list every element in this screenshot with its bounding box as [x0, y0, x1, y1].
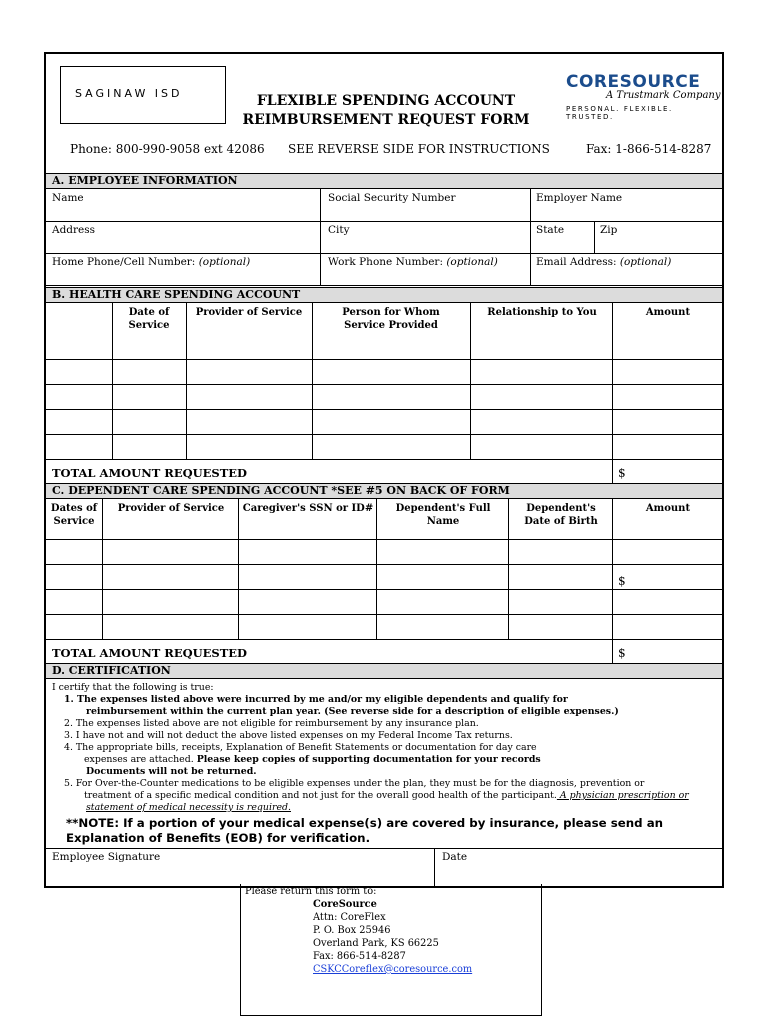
- home-phone-optional: (optional): [198, 256, 251, 268]
- cert-item-5c: statement of medical necessity is required.: [86, 802, 291, 813]
- company-tagline: PERSONAL. FLEXIBLE. TRUSTED.: [566, 105, 673, 121]
- col-dependent-dob: Dependent's Date of Birth: [524, 503, 598, 527]
- name-field[interactable]: Name: [52, 192, 84, 204]
- email-optional: (optional): [619, 256, 672, 268]
- employer-logo-text: SAGINAW ISD: [75, 87, 183, 100]
- email-field[interactable]: [536, 256, 671, 268]
- zip-field[interactable]: Zip: [600, 224, 618, 236]
- section-a-header: A. EMPLOYEE INFORMATION: [46, 173, 722, 189]
- company-logo: CORESOURCE: [566, 72, 701, 92]
- care-total-label: TOTAL AMOUNT REQUESTED: [52, 646, 248, 660]
- home-phone-field[interactable]: [52, 256, 250, 268]
- work-phone-label: Work Phone Number:: [328, 256, 447, 268]
- cert-item-4a: 4. The appropriate bills, receipts, Explanation of Benefit Statements or documentation for day care: [64, 742, 537, 753]
- col-person: Person for Whom Service Provided: [342, 307, 440, 331]
- fax-number: Fax: 1-866-514-8287: [586, 142, 712, 156]
- insurance-note-line1: **NOTE: If a portion of your medical expense(s) are covered by insurance, please send an: [66, 816, 664, 830]
- return-address-box: [240, 884, 542, 1016]
- col-dates-of-service: Dates of Service: [50, 503, 98, 527]
- col-care-amount: Amount: [645, 503, 691, 514]
- form-title-line1: FLEXIBLE SPENDING ACCOUNT: [256, 93, 516, 109]
- cert-item-3: 3. I have not and will not deduct the above listed expenses on my Federal Income Tax returns.: [64, 730, 513, 741]
- cert-item-4b-bold: Please keep copies of supporting documentation for your records: [196, 754, 541, 765]
- col-relationship: Relationship to You: [487, 307, 597, 318]
- care-total-amount[interactable]: $: [618, 646, 626, 660]
- form-title: [236, 92, 536, 130]
- company-subtitle: A Trustmark Company: [606, 90, 721, 101]
- col-provider: Provider of Service: [195, 307, 303, 318]
- cert-item-2: 2. The expenses listed above are not eligible for reimbursement by any insurance plan.: [64, 718, 479, 729]
- return-po-box: P. O. Box 25946: [313, 925, 391, 936]
- col-care-provider: Provider of Service: [117, 503, 225, 514]
- employee-signature-field[interactable]: Employee Signature: [52, 851, 161, 863]
- ssn-field[interactable]: Social Security Number: [328, 192, 456, 204]
- phone-number: Phone: 800-990-9058 ext 42086: [70, 142, 265, 156]
- return-city: Overland Park, KS 66225: [313, 938, 439, 949]
- work-phone-field[interactable]: [328, 256, 498, 268]
- work-phone-optional: (optional): [446, 256, 498, 268]
- health-total-amount[interactable]: $: [618, 466, 626, 480]
- insurance-note-line2: Explanation of Benefits (EOB) for verification.: [66, 831, 371, 845]
- cert-intro: I certify that the following is true:: [52, 682, 214, 693]
- col-date-of-service: Date of Service: [128, 307, 170, 331]
- home-phone-label: Home Phone/Cell Number:: [52, 256, 199, 268]
- form-title-line2: REIMBURSEMENT REQUEST FORM: [242, 112, 530, 128]
- health-total-label: TOTAL AMOUNT REQUESTED: [52, 466, 248, 480]
- signature-date-field[interactable]: Date: [442, 851, 468, 863]
- section-c-header: C. DEPENDENT CARE SPENDING ACCOUNT *SEE #5 ON BACK OF FORM: [46, 483, 722, 499]
- employer-logo: [60, 66, 226, 124]
- return-attn: Attn: CoreFlex: [313, 912, 386, 923]
- employer-name-field[interactable]: Employer Name: [536, 192, 623, 204]
- cert-item-4b-text: expenses are attached.: [84, 754, 197, 765]
- cert-item-4c: Documents will not be returned.: [86, 766, 257, 777]
- address-field[interactable]: Address: [52, 224, 96, 236]
- col-caregiver-ssn: Caregiver's SSN or ID#: [242, 503, 374, 514]
- cert-item-5b: [84, 790, 689, 802]
- return-fax: Fax: 866-514-8287: [313, 951, 406, 962]
- return-email-link[interactable]: CSKCCoreflex@coresource.com: [313, 964, 473, 975]
- return-intro: Please return this form to:: [245, 886, 377, 897]
- email-label: Email Address:: [536, 256, 620, 268]
- cert-item-1a: 1. The expenses listed above were incurred by me and/or my eligible dependents and qualify for: [64, 694, 568, 705]
- state-field[interactable]: State: [536, 224, 565, 236]
- care-row-amount[interactable]: $: [618, 574, 626, 588]
- col-amount: Amount: [645, 307, 691, 318]
- cert-item-1b: reimbursement within the current plan year. (See reverse side for a description of eligible expenses.): [86, 706, 619, 717]
- cert-item-5a: 5. For Over-the-Counter medications to be eligible expenses under the plan, they must be for the diagnosis, prevention or: [64, 778, 645, 789]
- city-field[interactable]: City: [328, 224, 350, 236]
- cert-item-5b-text: treatment of a specific medical condition and not just for the overall good health of the participant.: [84, 790, 557, 801]
- cert-item-5b-emphasis: A physician prescription or: [556, 790, 689, 801]
- col-dependent-name: Dependent's Full Name: [395, 503, 491, 527]
- cert-item-4b: [84, 754, 541, 766]
- return-company: CoreSource: [313, 899, 377, 910]
- instructions-note: SEE REVERSE SIDE FOR INSTRUCTIONS: [288, 142, 550, 156]
- section-b-header: B. HEALTH CARE SPENDING ACCOUNT: [46, 287, 722, 303]
- section-d-header: D. CERTIFICATION: [46, 663, 722, 679]
- reimbursement-form: [44, 52, 724, 888]
